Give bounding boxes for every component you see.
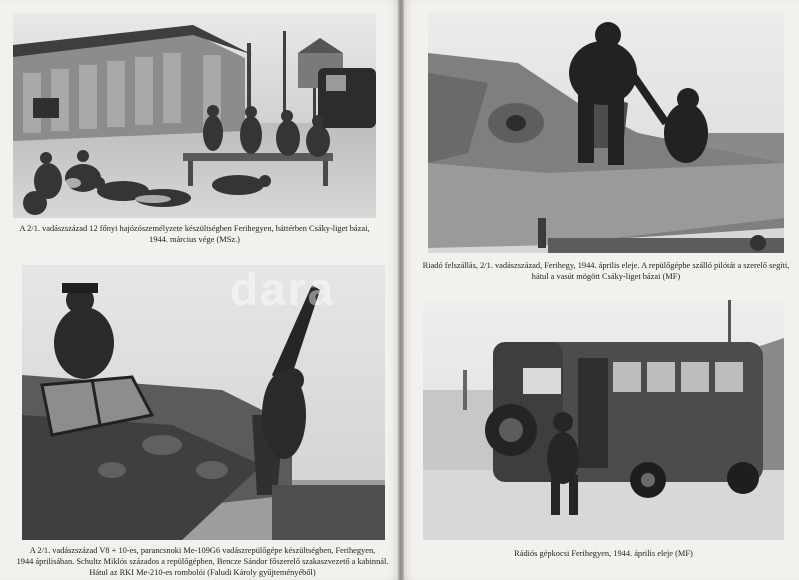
me109-image <box>22 265 385 540</box>
photo-me109 <box>22 265 385 540</box>
photo-alert-takeoff <box>428 13 784 253</box>
watermark: dara <box>230 263 336 315</box>
photo-radio-truck <box>423 300 784 540</box>
caption-radio-truck <box>423 548 784 559</box>
caption-line: Rádiós gépkocsi Ferihegyen, 1944. április eleje (MF) <box>514 549 693 558</box>
caption-line: A 2/1. vadászszázad V8 + 10-es, parancsnoki Me-109G6 vadászrepülőgépe készültségben, Ferihegyen, <box>29 546 376 555</box>
book-gutter <box>398 0 404 580</box>
alert-takeoff-image <box>428 13 784 253</box>
caption-line: 1944 áprilisában. Schultz Miklós százados a repülőgépben, Bencze Sándor főszerelő szakaszvezető a kabinnál. <box>16 557 389 566</box>
caption-line: Hátul az RKI Me-210-es rombolói (Faludi Károly gyűjteményéből) <box>89 568 316 577</box>
crew-barracks-image <box>13 13 376 218</box>
caption-line: 1944. március vége (MSz.) <box>149 235 240 244</box>
right-page <box>401 0 799 580</box>
caption-me109 <box>10 545 395 578</box>
caption-line: Riadó felszállás, 2/1. vadászszázad, Ferihegy, 1944. április eleje. A repülőgépbe szálló pilótát a szerelő segíti, <box>422 261 790 270</box>
radio-truck-image <box>423 300 784 540</box>
caption-alert-takeoff <box>421 260 791 282</box>
caption-line: A 2/1. vadászszázad 12 főnyi hajózószemélyzete készültségben Ferihegyen, háttérben Csáky-liget bázai, <box>19 224 370 233</box>
caption-line: hátul a vasút mögött Csáky-liget bázai (MF) <box>531 272 681 281</box>
photo-crew-barracks <box>13 13 376 218</box>
caption-crew-barracks <box>13 223 376 245</box>
